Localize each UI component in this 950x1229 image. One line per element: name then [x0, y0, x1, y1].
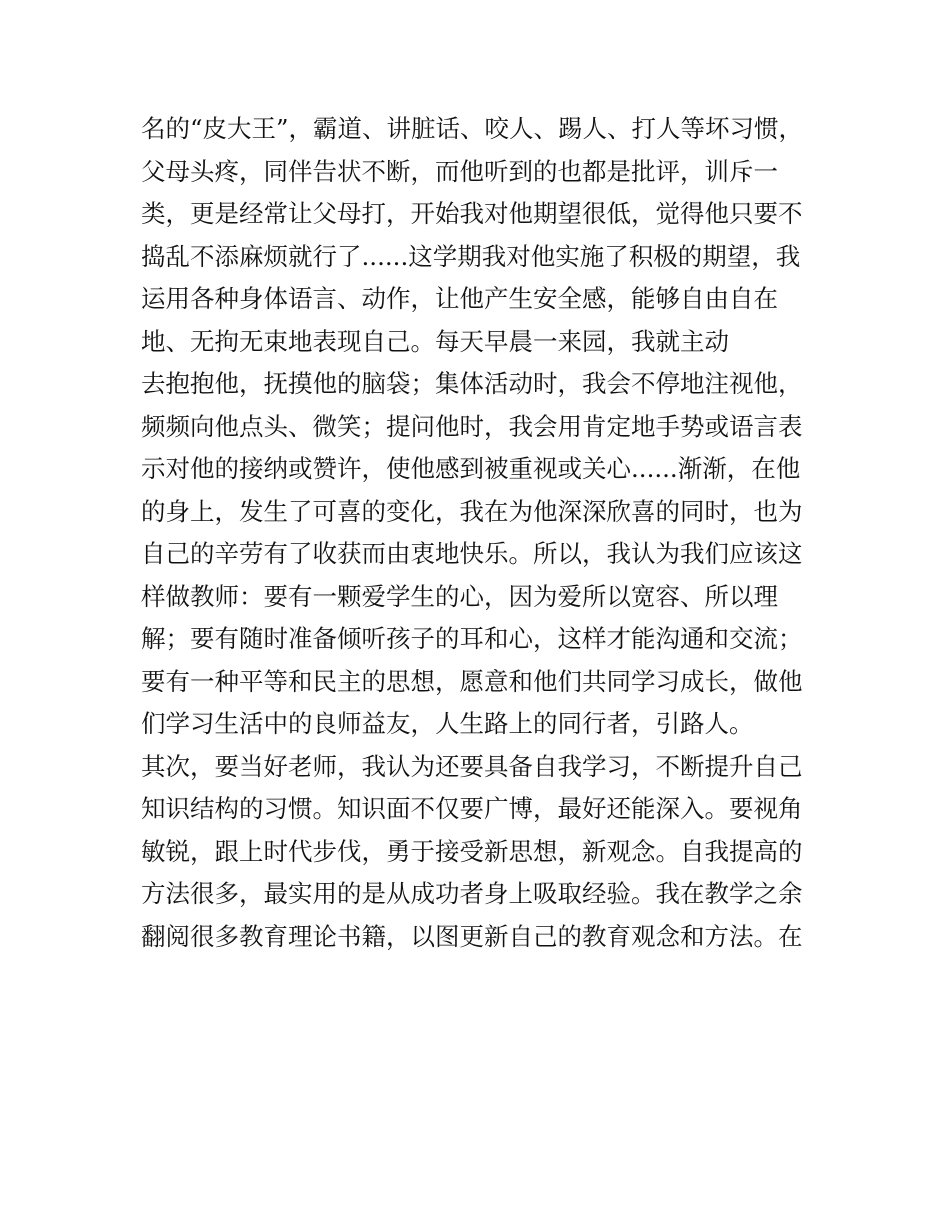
text-line: 运用各种身体语言、动作，让他产生安全感，能够自由自在 [141, 284, 778, 313]
text-line: 敏锐，跟上时代步伐，勇于接受新思想，新观念。自我提高的 [141, 836, 803, 866]
text-line: 知识结构的习惯。知识面不仅要广博，最好还能深入。要视角 [141, 794, 803, 823]
text-line: 要有一种平等和民主的思想，愿意和他们共同学习成长，做他 [141, 666, 803, 696]
text-line: 解；要有随时准备倾听孩子的耳和心，这样才能沟通和交流； [141, 624, 803, 653]
body-text [141, 108, 821, 958]
text-line: 翻阅很多教育理论书籍，以图更新自己的教育观念和方法。在 [141, 921, 803, 951]
text-line: 的身上，发生了可喜的变化，我在为他深深欣喜的同时，也为 [141, 496, 803, 526]
text-line: 其次，要当好老师，我认为还要具备自我学习，不断提升自己 [141, 751, 803, 781]
text-line: 类，更是经常让父母打，开始我对他期望很低，觉得他只要不 [141, 199, 803, 228]
text-line: 去抱抱他，抚摸他的脑袋；集体活动时，我会不停地注视他， [141, 369, 803, 398]
text-line: 示对他的接纳或赞许，使他感到被重视或关心......渐渐，在他 [141, 454, 801, 483]
text-line: 们学习生活中的良师益友，人生路上的同行者，引路人。 [141, 709, 754, 738]
text-line: 频频向他点头、微笑；提问他时，我会用肯定地手势或语言表 [141, 411, 803, 441]
text-line: 自己的辛劳有了收获而由衷地快乐。所以，我认为我们应该这 [141, 539, 803, 568]
text-line: 地、无拘无束地表现自己。每天早晨一来园，我就主动 [141, 326, 729, 356]
text-line: 样做教师：要有一颗爱学生的心，因为爱所以宽容、所以理 [141, 581, 778, 611]
text-line: 名的“皮大王”，霸道、讲脏话、咬人、踢人、打人等坏习惯， [141, 114, 804, 143]
text-line: 方法很多，最实用的是从成功者身上吸取经验。我在教学之余 [141, 879, 803, 908]
text-line: 捣乱不添麻烦就行了......这学期我对他实施了积极的期望，我 [141, 241, 801, 271]
text-line: 父母头疼，同伴告状不断，而他听到的也都是批评，训斥一 [141, 156, 778, 186]
